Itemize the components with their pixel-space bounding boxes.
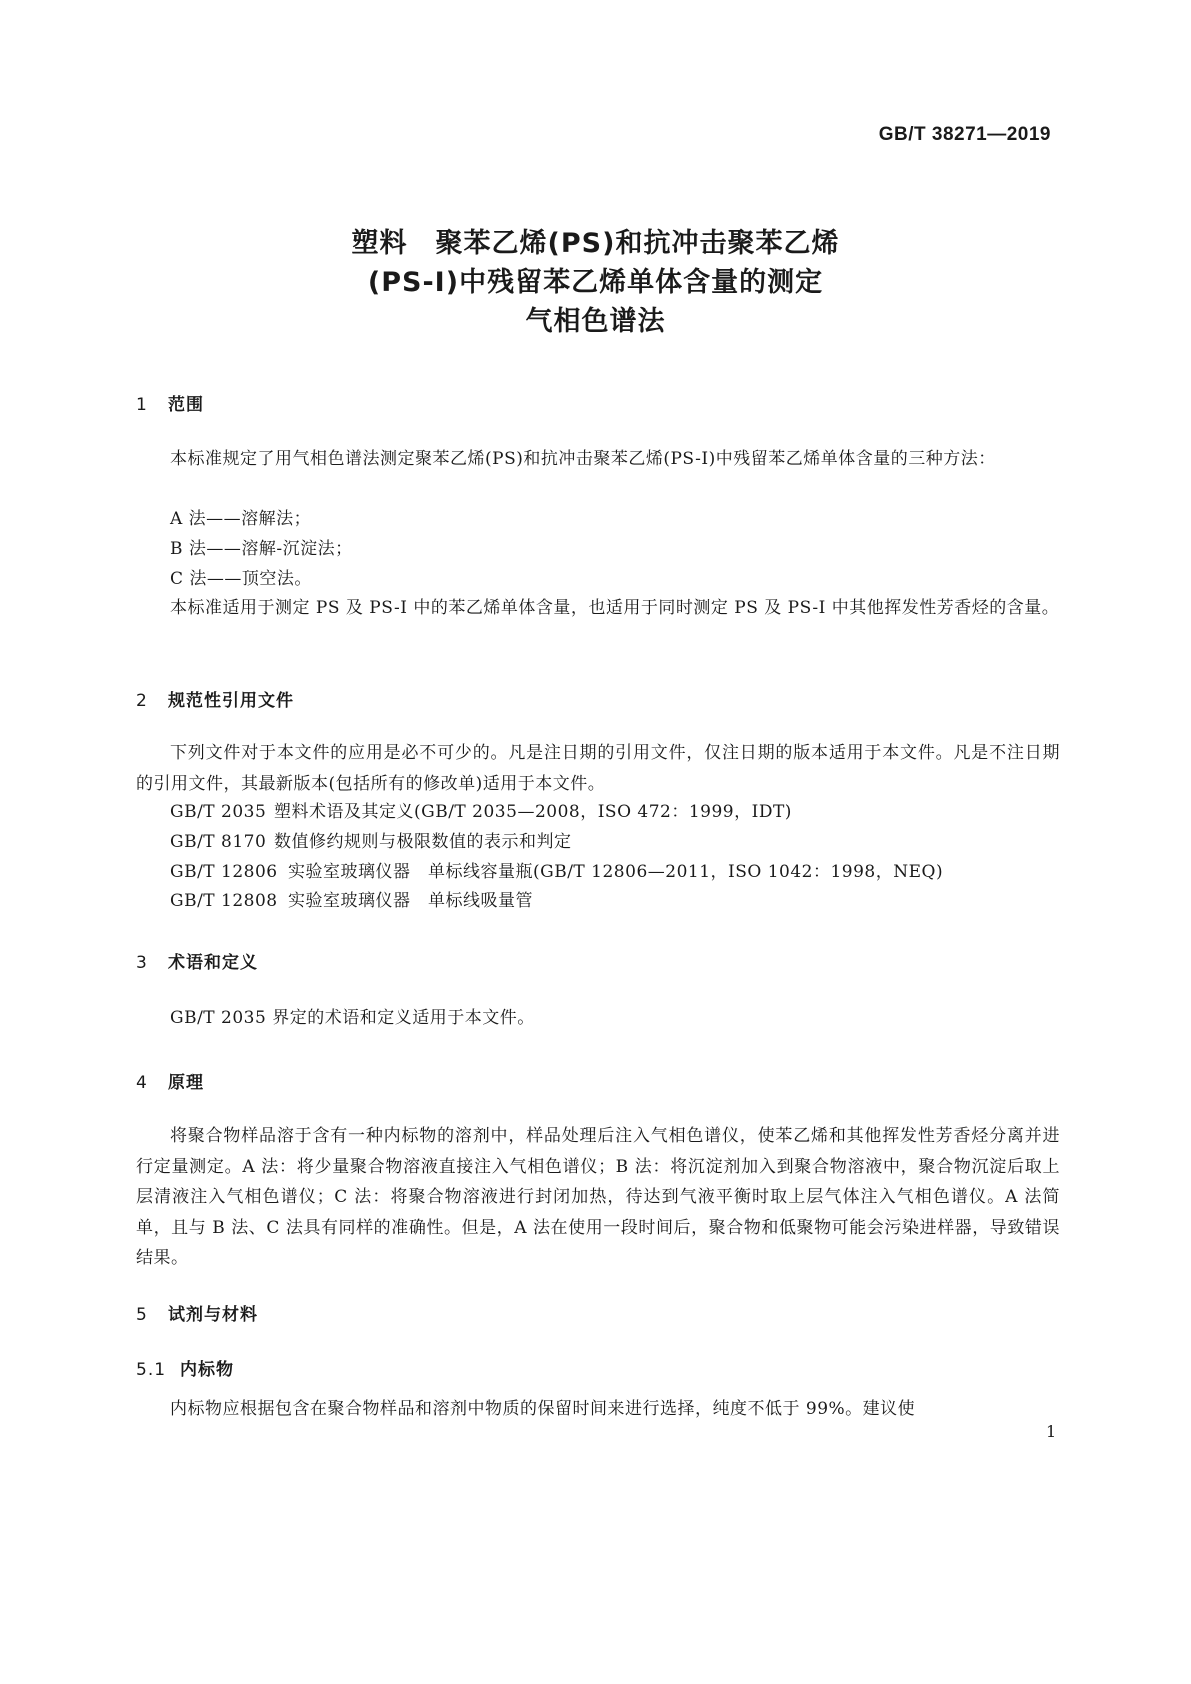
- reference-desc: 实验室玻璃仪器 单标线容量瓶(GB/T 12806—2011，ISO 1042：1998，NEQ): [288, 862, 944, 882]
- reference-item: [170, 886, 533, 916]
- title-line-1: 塑料 聚苯乙烯(PS)和抗冲击聚苯乙烯: [351, 228, 840, 259]
- section-1-para-2: 本标准适用于测定 PS 及 PS-I 中的苯乙烯单体含量，也适用于同时测定 PS 及 PS-I 中其他挥发性芳香烃的含量。: [170, 598, 1060, 618]
- section-number: 2: [136, 691, 148, 711]
- section-3-heading: [136, 948, 258, 973]
- section-1-para-1: 本标准规定了用气相色谱法测定聚苯乙烯(PS)和抗冲击聚苯乙烯(PS-I)中残留苯乙烯单体含量的三种方法：: [170, 449, 996, 469]
- section-2-para-1: 下列文件对于本文件的应用是必不可少的。凡是注日期的引用文件，仅注日期的版本适用于本文件。凡是不注日期的引用文件，其最新版本(包括所有的修改单)适用于本文件。: [136, 743, 1060, 794]
- section-title: 规范性引用文件: [168, 691, 294, 711]
- method-b-item: B 法——溶解-沉淀法；: [170, 539, 353, 559]
- section-number: 1: [136, 395, 148, 415]
- title-line-2: (PS-I)中残留苯乙烯单体含量的测定: [367, 267, 824, 298]
- document-title: [0, 224, 1191, 341]
- subsection-5-1-heading: [136, 1355, 234, 1380]
- section-title: 试剂与材料: [168, 1305, 258, 1325]
- reference-item: [170, 857, 943, 887]
- section-number: 5: [136, 1305, 148, 1325]
- subsection-5-1-para-1: 内标物应根据包含在聚合物样品和溶剂中物质的保留时间来进行选择，纯度不低于 99%。建议使: [170, 1399, 916, 1419]
- reference-item: [170, 797, 792, 827]
- section-1-heading: [136, 390, 204, 415]
- page-number: 1: [1046, 1422, 1057, 1441]
- method-c-item: C 法——顶空法。: [170, 569, 312, 589]
- reference-desc: 塑料术语及其定义(GB/T 2035—2008，ISO 472：1999，IDT): [274, 802, 792, 822]
- section-title: 范围: [168, 395, 204, 415]
- section-title: 术语和定义: [168, 953, 258, 973]
- subsection-number: 5.1: [136, 1360, 167, 1380]
- reference-code: GB/T 2035: [170, 802, 267, 822]
- section-4-para-1: 将聚合物样品溶于含有一种内标物的溶剂中，样品处理后注入气相色谱仪，使苯乙烯和其他挥发性芳香烃分离并进行定量测定。A 法：将少量聚合物溶液直接注入气相色谱仪；B 法：将沉淀剂加入到聚合物溶液中，聚合物沉淀后取上层清液注入气相色谱仪；C 法：将聚合物溶液进行封闭加热，待达到气液平衡时取上层气体注入气相色谱仪。A 法简单，且与 B 法、C 法具有同样的准确性。但是，A 法在使用一段时间后，聚合物和低聚物可能会污染进样器，导致错误结果。: [136, 1126, 1060, 1268]
- reference-desc: 数值修约规则与极限数值的表示和判定: [274, 832, 572, 852]
- method-a-item: A 法——溶解法；: [170, 509, 312, 529]
- section-number: 4: [136, 1073, 148, 1093]
- section-5-heading: [136, 1300, 258, 1325]
- section-3-para-1: GB/T 2035 界定的术语和定义适用于本文件。: [170, 1008, 535, 1028]
- title-line-3: 气相色谱法: [525, 306, 666, 337]
- section-2-heading: [136, 686, 294, 711]
- reference-code: GB/T 12808: [170, 891, 278, 911]
- reference-desc: 实验室玻璃仪器 单标线吸量管: [288, 891, 533, 911]
- reference-code: GB/T 12806: [170, 862, 278, 882]
- section-title: 原理: [168, 1073, 204, 1093]
- reference-code: GB/T 8170: [170, 832, 267, 852]
- section-number: 3: [136, 953, 148, 973]
- standard-code: GB/T 38271—2019: [878, 124, 1051, 145]
- reference-item: [170, 827, 572, 857]
- subsection-title: 内标物: [180, 1360, 234, 1380]
- section-4-heading: [136, 1068, 204, 1093]
